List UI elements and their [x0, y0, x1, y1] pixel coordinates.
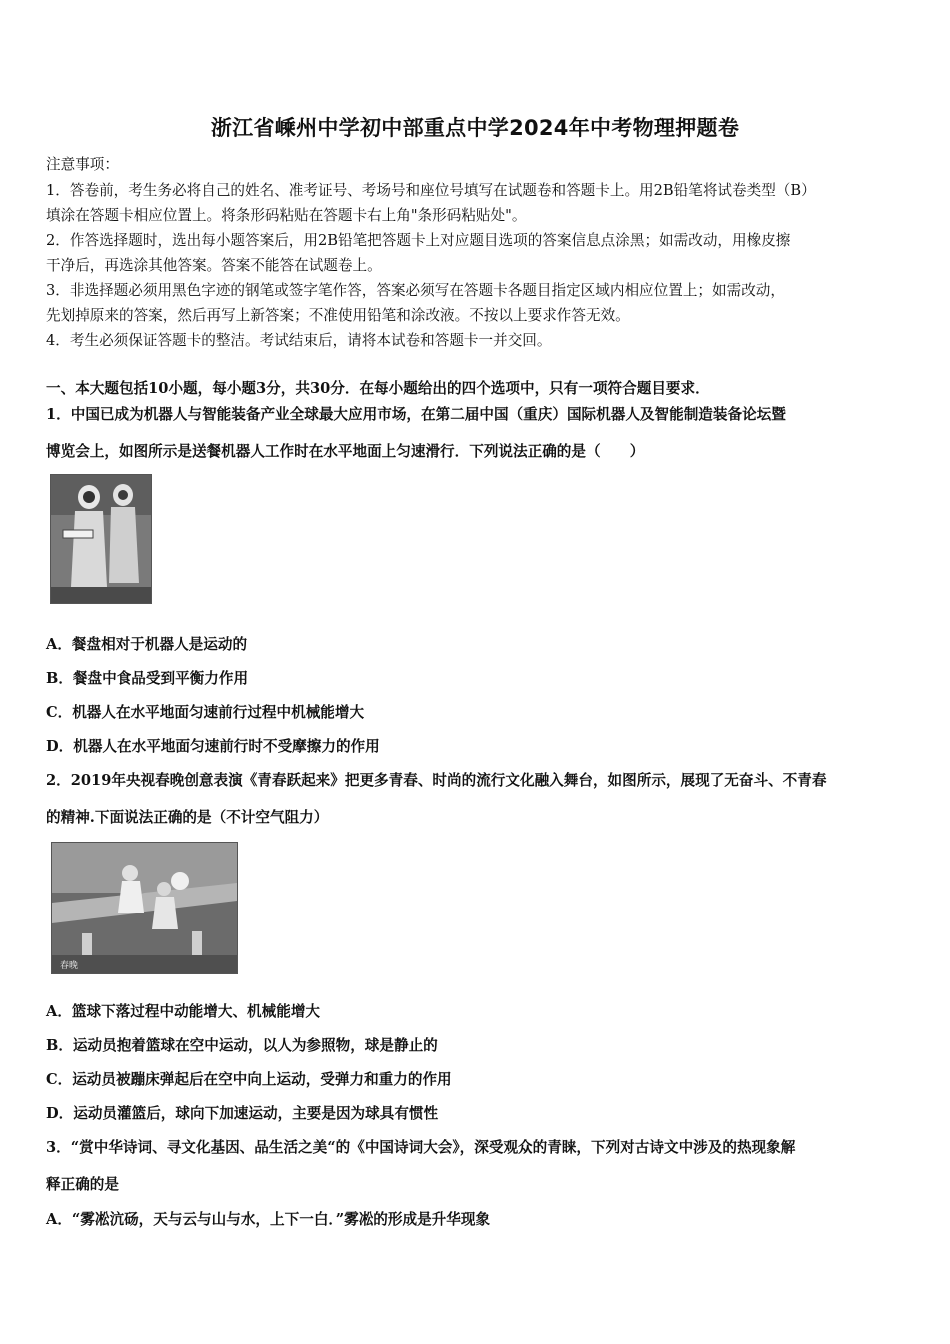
- notice-heading: 注意事项：: [46, 156, 119, 173]
- q3-stem-line: 3．“赏中华诗词、寻文化基因、品生活之美“的《中国诗词大会》，深受观众的青睐，下列对古诗文中涉及的热现象解: [46, 1139, 796, 1156]
- q1-stem-line: 1．中国已成为机器人与智能装备产业全球最大应用市场，在第二届中国（重庆）国际机器人及智能制造装备论坛暨: [46, 406, 786, 423]
- notice-line: 先划掉原来的答案，然后再写上新答案；不准使用铅笔和涂改液。不按以上要求作答无效。: [46, 307, 630, 324]
- q1-option: B．餐盘中食品受到平衡力作用: [46, 670, 249, 687]
- notice-line: 填涂在答题卡相应位置上。将条形码粘贴在答题卡右上角"条形码粘贴处"。: [46, 207, 527, 224]
- exam-title: 浙江省嵊州中学初中部重点中学2024年中考物理押题卷: [210, 116, 740, 140]
- q2-option: B．运动员抱着篮球在空中运动，以人为参照物，球是静止的: [46, 1037, 438, 1054]
- q1-stem-line: 博览会上，如图所示是送餐机器人工作时在水平地面上匀速滑行．下列说法正确的是（ ）: [46, 443, 645, 460]
- notice-line: 2．作答选择题时，选出每小题答案后，用2B铅笔把答题卡上对应题目选项的答案信息点涂黑；如需改动，用橡皮擦: [46, 232, 791, 249]
- q1-option: D．机器人在水平地面匀速前行时不受摩擦力的作用: [46, 738, 380, 755]
- q2-stage-photo: [51, 842, 238, 974]
- q3-option: A．“雾凇沆砀，天与云与山与水，上下一白．”雾凇的形成是升华现象: [46, 1211, 491, 1228]
- notice-line: 1．答卷前，考生务必将自己的姓名、准考证号、考场号和座位号填写在试题卷和答题卡上。用2B铅笔将试卷类型（B）: [46, 182, 816, 199]
- photo-caption: 春晚: [60, 961, 79, 971]
- section-heading: 一、本大题包括10小题，每小题3分，共30分．在每小题给出的四个选项中，只有一项符合题目要求．: [46, 380, 710, 397]
- q2-stem-line: 2．2019年央视春晚创意表演《青春跃起来》把更多青春、时尚的流行文化融入舞台，如图所示，展现了无奋斗、不青春: [46, 772, 827, 789]
- q1-option: A．餐盘相对于机器人是运动的: [46, 636, 248, 653]
- q2-option: A．篮球下落过程中动能增大、机械能增大: [46, 1003, 321, 1020]
- notice-line: 3．非选择题必须用黑色字迹的钢笔或签字笔作答，答案必须写在答题卡各题目指定区域内相应位置上；如需改动，: [46, 282, 785, 299]
- q1-option: C．机器人在水平地面匀速前行过程中机械能增大: [46, 704, 365, 721]
- q1-robot-photo: [50, 474, 152, 604]
- q2-option: D．运动员灌篮后，球向下加速运动，主要是因为球具有惯性: [46, 1105, 439, 1122]
- q2-option: C．运动员被蹦床弹起后在空中向上运动，受弹力和重力的作用: [46, 1071, 452, 1088]
- notice-line: 4．考生必须保证答题卡的整洁。考试结束后，请将本试卷和答题卡一并交回。: [46, 332, 552, 349]
- q2-stem-line: 的精神.下面说法正确的是（不计空气阻力）: [46, 809, 329, 826]
- q3-stem-line: 释正确的是: [46, 1176, 119, 1193]
- notice-line: 干净后，再选涂其他答案。答案不能答在试题卷上。: [46, 257, 382, 274]
